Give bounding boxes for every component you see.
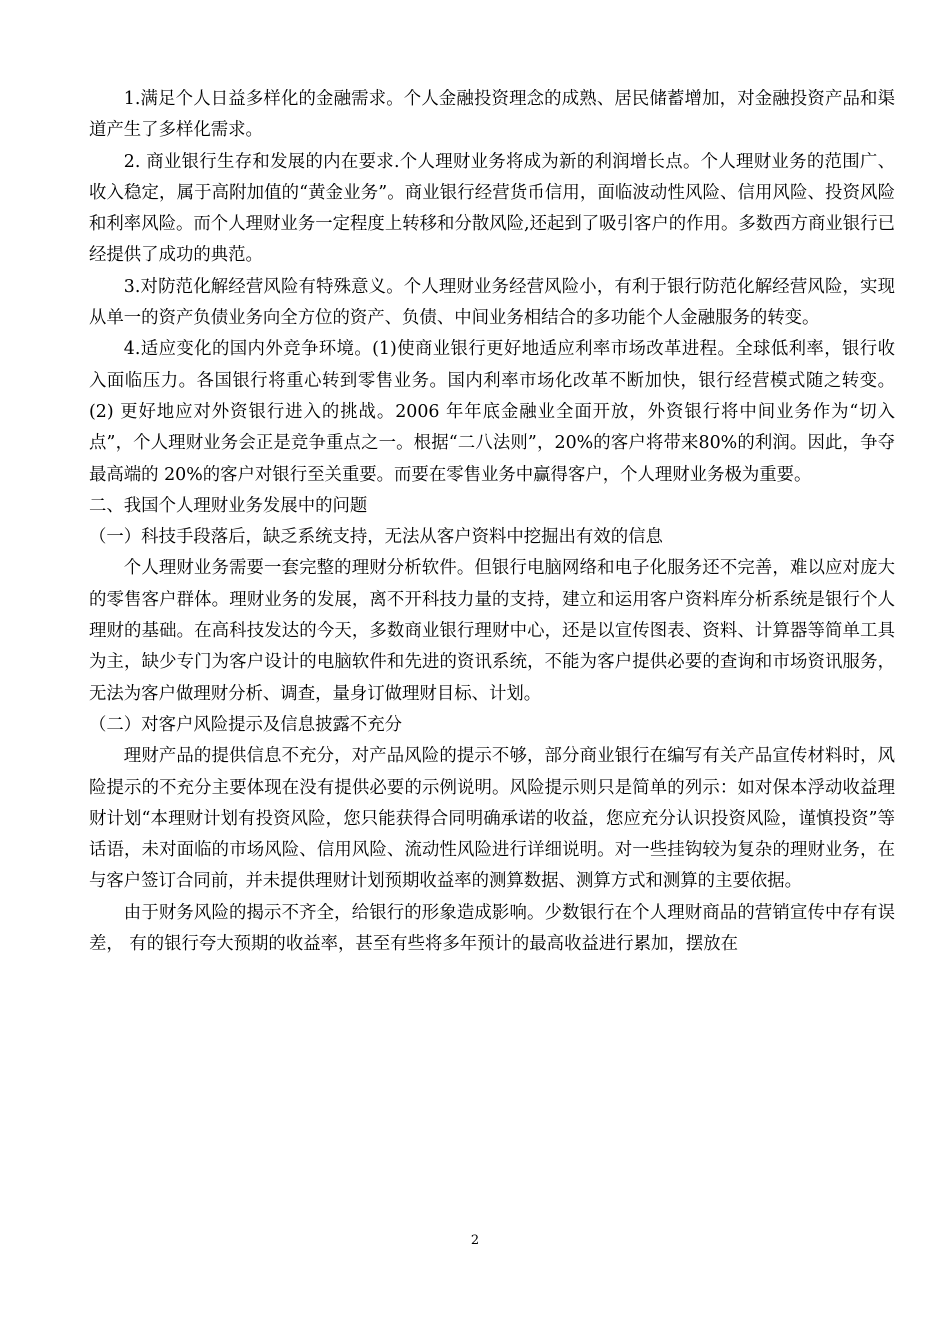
paragraph-3: 3.对防范化解经营风险有特殊意义。个人理财业务经营风险小，有利于银行防范化解经营风险，实现从单一的资产负债业务向全方位的资产、负债、中间业务相结合的多功能个人金融服务的转变。 xyxy=(89,276,895,329)
paragraph-1: 1.满足个人日益多样化的金融需求。个人金融投资理念的成熟、居民储蓄增加，对金融投资产品和渠道产生了多样化需求。 xyxy=(89,89,895,141)
section-heading: 二、我国个人理财业务发展中的问题 xyxy=(89,495,368,516)
paragraph-7: 由于财务风险的揭示不齐全，给银行的形象造成影响。少数银行在个人理财商品的营销宣传中存有误差， 有的银行夸大预期的收益率，甚至有些将多年预计的最高收益进行累加，摆放在 xyxy=(89,902,895,955)
paragraph-6: 理财产品的提供信息不充分，对产品风险的提示不够，部分商业银行在编写有关产品宣传材料时，风险提示的不充分主要体现在没有提供必要的示例说明。风险提示则只是简单的列示：如对保本浮动收益理财计划“本理财计划有投资风险，您只能获得合同明确承诺的收益，您应充分认识投资风险，谨慎投资”等话语，未对面临的市场风险、信用风险、流动性风险进行详细说明。对一些挂钩较为复杂的理财业务，在与客户签订合同前，并未提供理财计划预期收益率的测算数据、测算方式和测算的主要依据。 xyxy=(89,746,895,892)
paragraph-5: 个人理财业务需要一套完整的理财分析软件。但银行电脑网络和电子化服务还不完善，难以应对庞大的零售客户群体。理财业务的发展，离不开科技力量的支持，建立和运用客户资料库分析系统是银行个人理财的基础。在高科技发达的今天，多数商业银行理财中心，还是以宣传图表、资料、计算器等简单工具为主，缺少专门为客户设计的电脑软件和先进的资讯系统，不能为客户提供必要的查询和市场资讯服务，无法为客户做理财分析、调查，量身订做理财目标、计划。 xyxy=(89,558,895,704)
subsection-heading-2: （二）对客户风险提示及信息披露不充分 xyxy=(89,714,403,735)
subsection-heading-1: （一）科技手段落后，缺乏系统支持，无法从客户资料中挖掘出有效的信息 xyxy=(89,527,663,548)
paragraph-4: 4.适应变化的国内外竞争环境。(1)使商业银行更好地适应利率市场改革进程。全球低利率，银行收入面临压力。各国银行将重心转到零售业务。国内利率市场化改革不断加快，银行经营模式随之转变。(2) 更好地应对外资银行进入的挑战。2006 年年底金融业全面开放，外资银行将中间业务作为“切入点”，个人理财业务会正是竞争重点之一。根据“二八法则”，20%的客户将带来80%的利润。因此，争夺最高端的 20%的客户对银行至关重要。而要在零售业务中赢得客户，个人理财业务极为重要。 xyxy=(89,339,895,485)
document-page xyxy=(89,84,895,960)
page-number: 2 xyxy=(470,1233,480,1248)
paragraph-2: 2. 商业银行生存和发展的内在要求.个人理财业务将成为新的利润增长点。个人理财业务的范围广、收入稳定，属于高附加值的“黄金业务”。商业银行经营货币信用，面临波动性风险、信用风险、投资风险和利率风险。而个人理财业务一定程度上转移和分散风险,还起到了吸引客户的作用。多数西方商业银行已经提供了成功的典范。 xyxy=(89,151,895,266)
